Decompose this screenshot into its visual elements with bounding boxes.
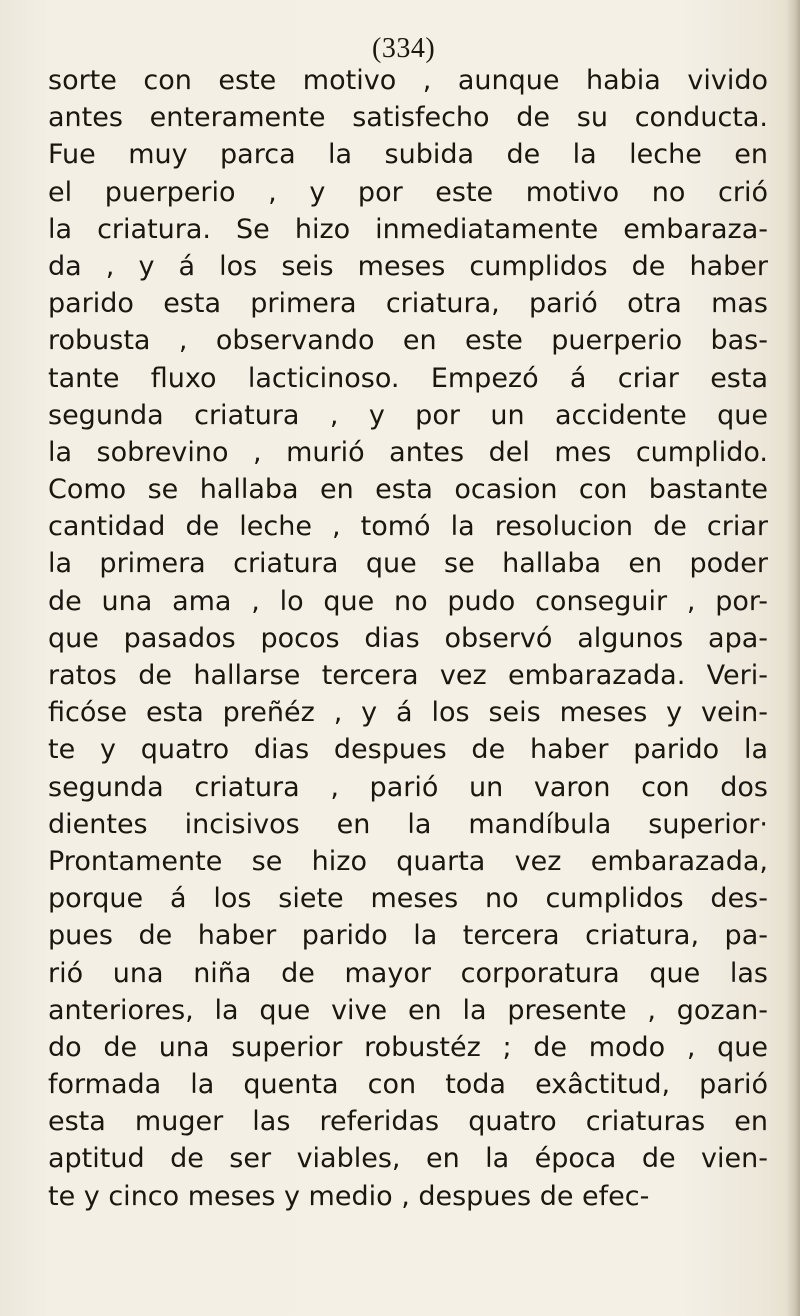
- text-line: la primera criatura que se hallaba en poder: [48, 548, 768, 580]
- text-line: segunda criatura , y por un accidente que: [48, 399, 768, 431]
- text-line: segunda criatura , parió un varon con dos: [48, 771, 768, 803]
- text-line: de una ama , lo que no pudo conseguir , por-: [48, 585, 768, 617]
- page-number: (334): [372, 33, 436, 64]
- text-line: aptitud de ser viables, en la época de vien-: [48, 1143, 768, 1175]
- text-line: do de una superior robustéz ; de modo , que: [48, 1031, 768, 1063]
- text-line: Fue muy parca la subida de la leche en: [48, 139, 768, 171]
- text-line: sorte con este motivo , aunque habia vivido: [48, 65, 768, 96]
- text-line: da , y á los seis meses cumplidos de haber: [48, 250, 768, 282]
- text-line: robusta , observando en este puerperio bas-: [48, 325, 768, 357]
- text-line: la criatura. Se hizo inmediatamente embaraza-: [48, 213, 768, 245]
- text-line: ratos de hallarse tercera vez embarazada. Veri-: [48, 660, 768, 691]
- text-line: rió una niña de mayor corporatura que las: [48, 957, 768, 989]
- body-text: [48, 62, 768, 1215]
- text-line: cantidad de leche , tomó la resolucion de criar: [48, 511, 768, 543]
- text-line: te y cinco meses y medio , despues de efec-: [48, 1180, 650, 1212]
- page-edge-shadow: [786, 0, 800, 1316]
- text-line: parido esta primera criatura, parió otra mas: [48, 288, 768, 320]
- text-line: tante fluxo lacticinoso. Empezó á criar esta: [48, 362, 768, 394]
- text-line: dientes incisivos en la mandíbula superior·: [48, 808, 768, 840]
- text-line: Prontamente se hizo quarta vez embarazada,: [48, 845, 768, 877]
- text-line: que pasados pocos dias observó algunos apa-: [48, 622, 768, 654]
- text-line: antes enteramente satisfecho de su conducta.: [48, 102, 768, 134]
- text-line: pues de haber parido la tercera criatura, pa-: [48, 920, 768, 952]
- text-line: el puerperio , y por este motivo no crió: [48, 176, 768, 208]
- text-line: formada la quenta con toda exâctitud, parió: [48, 1069, 768, 1101]
- text-line: esta muger las referidas quatro criaturas en: [48, 1106, 768, 1138]
- text-line: porque á los siete meses no cumplidos des-: [48, 883, 768, 915]
- text-line: ficóse esta preñéz , y á los seis meses y vein-: [48, 697, 768, 729]
- text-line: anteriores, la que vive en la presente , gozan-: [48, 994, 768, 1026]
- text-line: te y quatro dias despues de haber parido la: [48, 734, 768, 766]
- text-line: la sobrevino , murió antes del mes cumplido.: [48, 436, 768, 468]
- text-line: Como se hallaba en esta ocasion con bastante: [48, 474, 768, 506]
